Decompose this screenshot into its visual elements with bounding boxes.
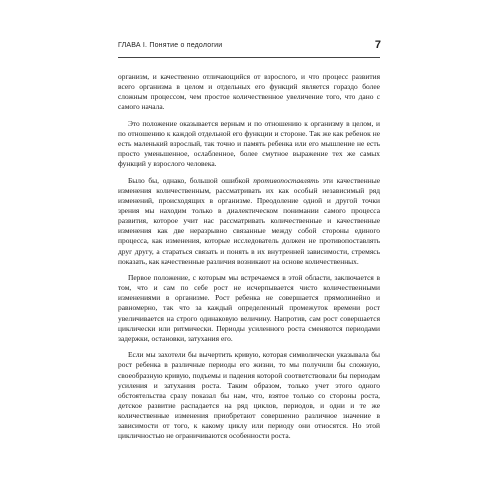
body-text xyxy=(118,72,380,441)
running-head: ГЛАВА I. Понятие о педологии xyxy=(118,42,223,49)
page-header xyxy=(118,40,380,56)
paragraph-3-text-after: эти качественные изменения количественным, рассматривать их как особый независимый ряд изменений, происходящих в организме. Преодоление одной и другой точки зрения мы находим только в диалектическом понимании самого процесса развития, которое учит нас рассматривать количественные и качественные изменения как две неразрывно связанные между собой стороны единого процесса, как изменения, которые исследователь должен не противопоставлять друг другу, а стараться связать и понять в их внутренней зависимости, стремясь показать, как качественные различия возникают на основе количественных. xyxy=(118,175,380,266)
emphasized-word: противопоставлять xyxy=(253,175,319,185)
header-rule xyxy=(118,57,380,58)
paragraph-5: Если мы захотели бы вычертить кривую, которая символически указывала бы рост ребенка в различные периоды его жизни, то мы получили бы сложную, своеобразную кривую, подъемы и падения которой соответствовали бы периодам усиления и затухания роста. Таким образом, только учет этого одного обстоятельства сразу показал бы нам, что, взятое только со стороны роста, детское развитие распадается на ряд циклов, периодов, и одни и те же количественные изменения приобретают совершенно различное значение в зависимости от того, к какому циклу или периоду они относятся. Но этой цикличностью не ограничиваются особенности роста. xyxy=(118,350,380,441)
paragraph-3 xyxy=(118,176,380,267)
paragraph-2: Это положение оказывается верным и по отношению к организму в целом, и по отношению к каждой отдельной его функции и стороне. Так же как ребенок не есть маленький взрослый, так точно и память ребенка или его мышление не есть просто уменьшенное, ослабленное, более смутное выражение тех же самых функций у взрослого человека. xyxy=(118,118,380,169)
paragraph-4: Первое положение, с которым мы встречаемся в этой области, заключается в том, что и сам по себе рост не исчерпывается чисто количественными изменениями в организме. Рост ребенка не совершается прямолинейно и равномерно, так что за каждый определенный промежуток времени рост увеличивается на строго одинаковую величину. Напротив, сам рост совершается циклически или ритмически. Периоды усиленного роста сменяются периодами задержки, остановки, затухания его. xyxy=(118,273,380,343)
paragraph-3-text-before: Было бы, однако, большой ошибкой xyxy=(128,175,254,185)
paragraph-1: организм, и качественно отличающийся от взрослого, и что процесс развития всего организма в целом и отдельных его функций является гораздо более сложным процессом, чем простое количественное увеличение того, что дано с самого начала. xyxy=(118,72,380,112)
page-number: 7 xyxy=(374,39,381,51)
